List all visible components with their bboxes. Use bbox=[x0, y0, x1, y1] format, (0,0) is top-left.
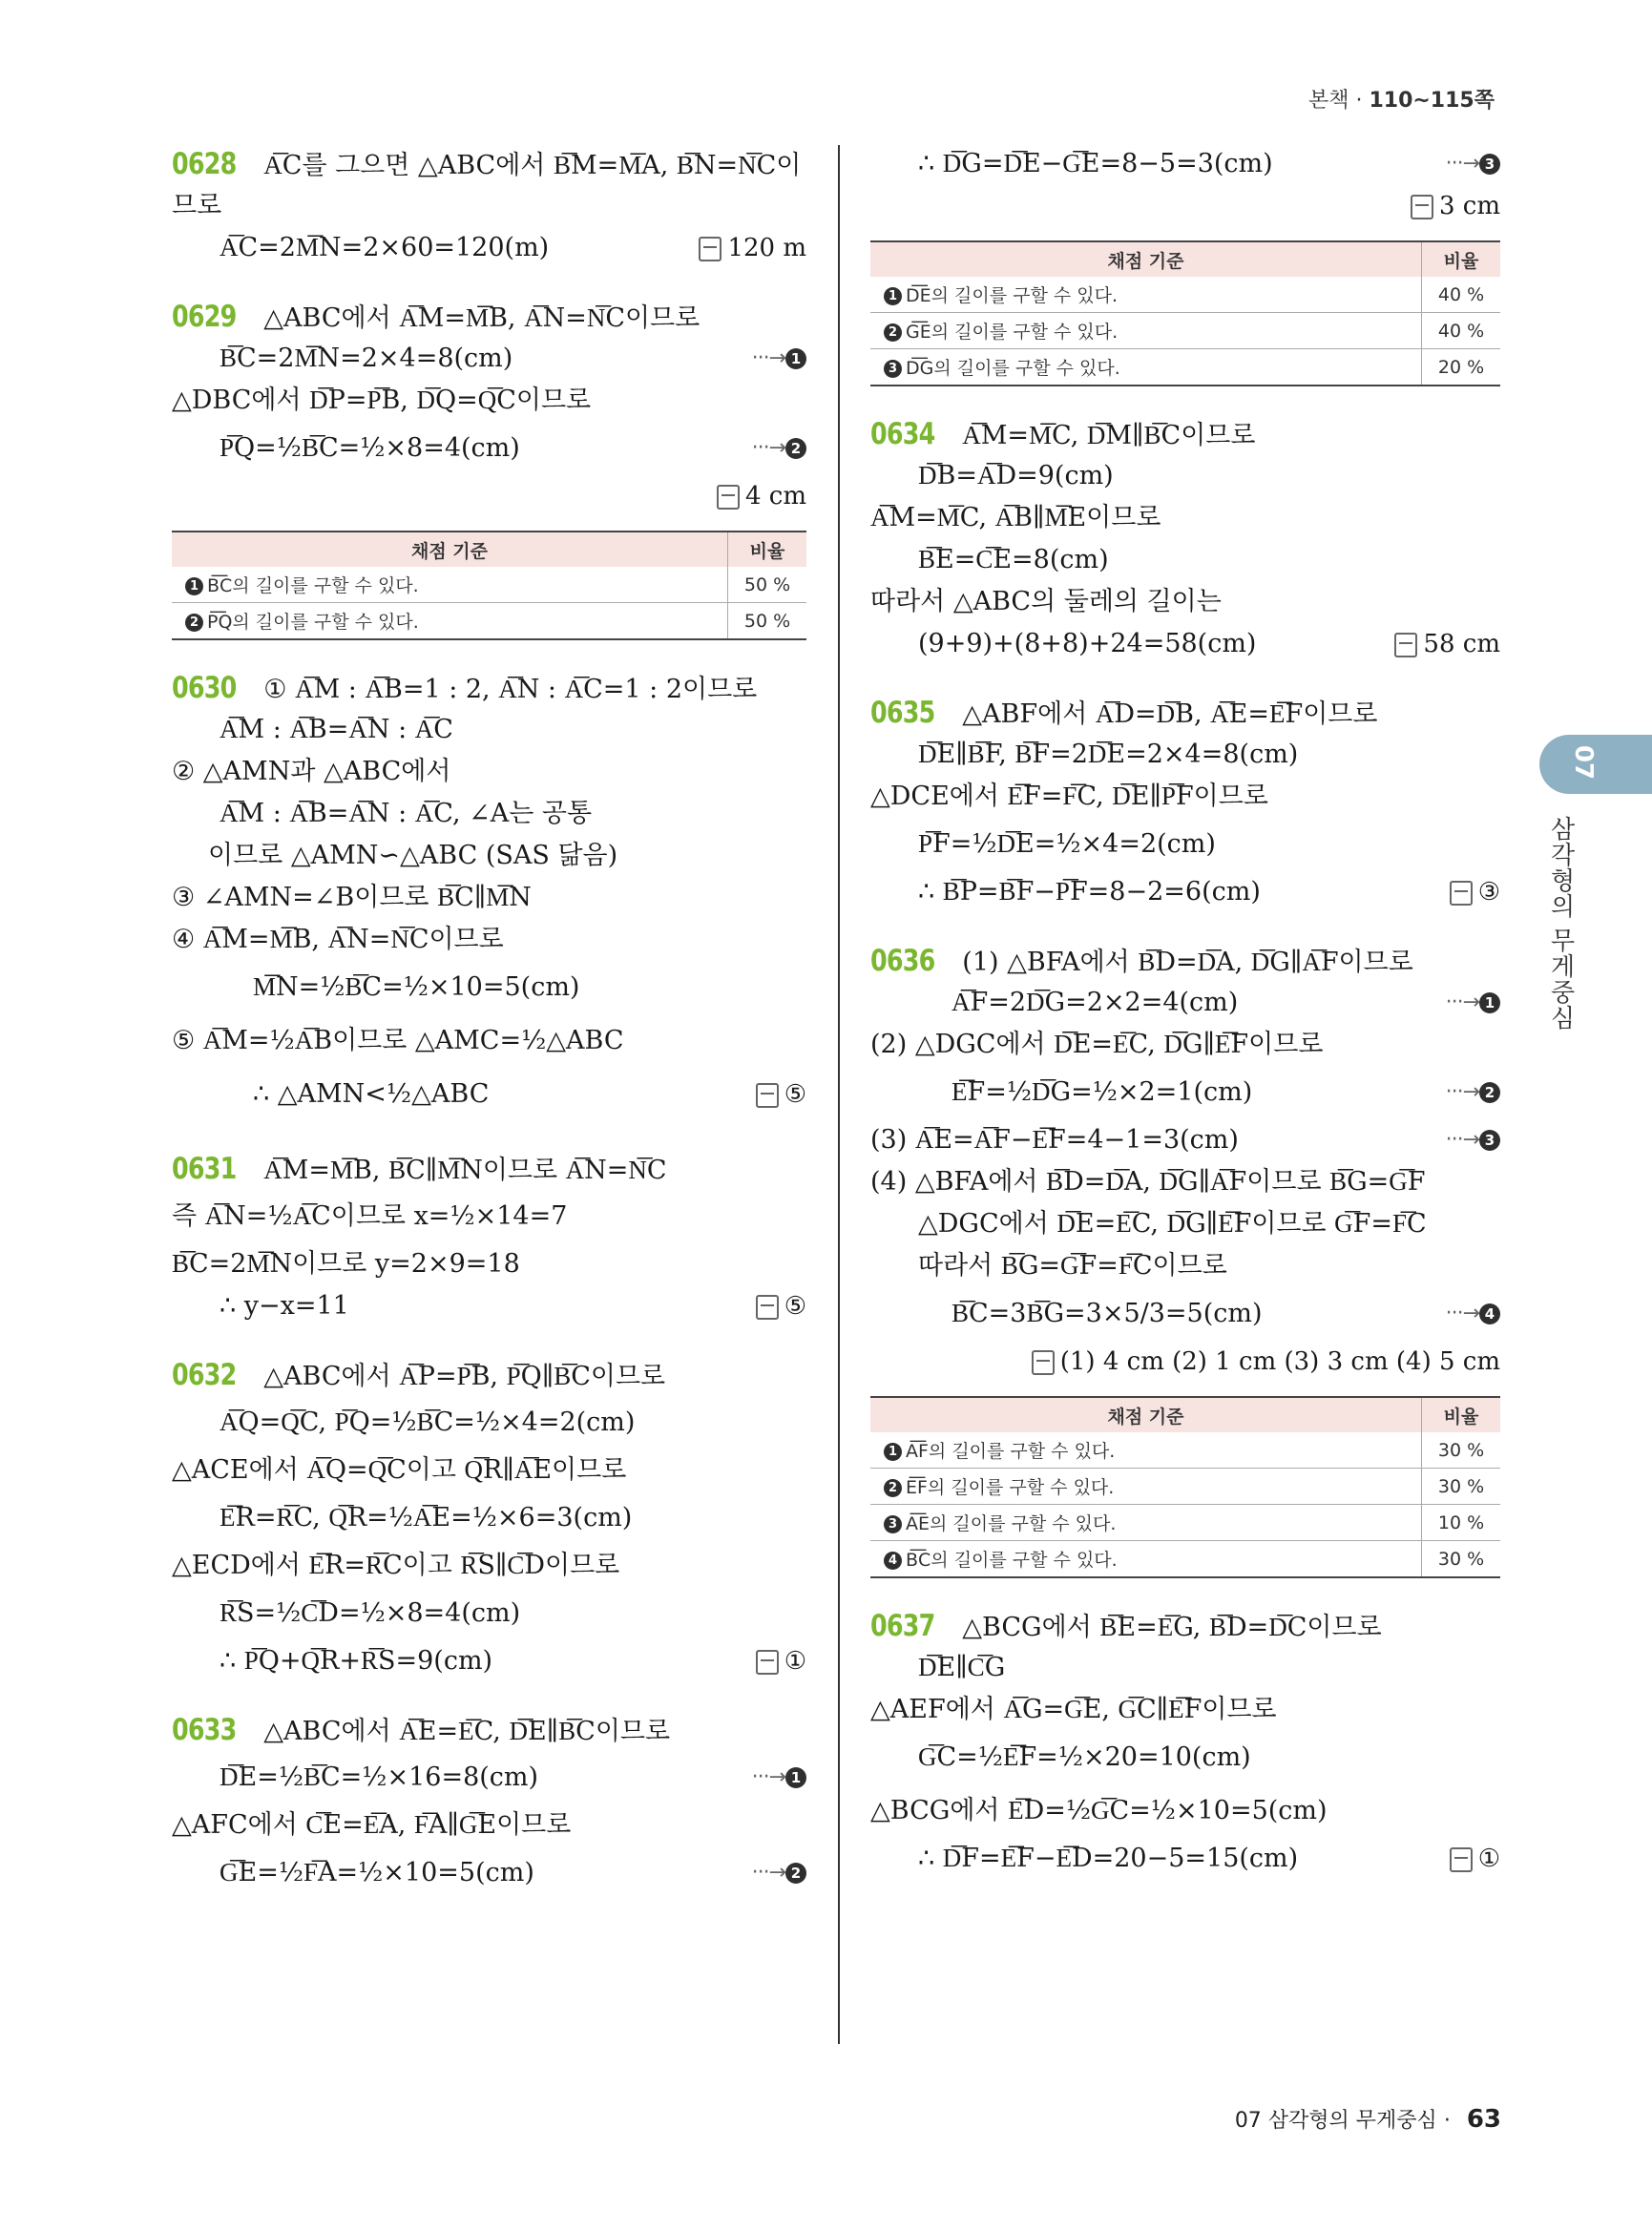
criteria-cell bbox=[870, 277, 1422, 313]
solution-line bbox=[870, 734, 1500, 776]
footer-title: 07 삼각형의 무게중심 bbox=[1234, 2109, 1437, 2133]
answer-icon bbox=[1032, 1350, 1055, 1375]
solution-line bbox=[870, 1024, 1500, 1066]
solution-0637 bbox=[870, 1605, 1500, 1880]
solution-line bbox=[172, 185, 806, 227]
arrow-icon: ···→ bbox=[751, 436, 785, 460]
solution-text: (3) A͞E=A͞F−E͞F=4−1=3(cm) bbox=[870, 1125, 1239, 1155]
step-marker bbox=[1446, 143, 1500, 185]
criteria-text: D͞G의 길이를 구할 수 있다. bbox=[906, 358, 1120, 379]
answer-icon bbox=[1450, 1847, 1473, 1872]
solution-text: △DGC에서 D͞E=E͞C, D͞G∥E͞F이므로 G͞F=F͞C bbox=[918, 1209, 1427, 1239]
solution-line bbox=[172, 1545, 806, 1587]
solution-line bbox=[172, 1148, 806, 1190]
solution-line bbox=[172, 1846, 806, 1900]
step-number: 1 bbox=[785, 348, 806, 369]
step-marker bbox=[1446, 1287, 1500, 1341]
answer-value: ① bbox=[784, 1647, 806, 1676]
solution-text: A͞M=M͞B, B͞C∥M͞N이므로 A͞N=N͞C bbox=[263, 1156, 667, 1185]
solution-text: △ABF에서 A͞D=D͞B, A͞E=E͞F이므로 bbox=[962, 699, 1378, 729]
solution-text: R͞S=½C͞D=½×8=4(cm) bbox=[220, 1598, 521, 1628]
solution-line bbox=[870, 692, 1500, 734]
solution-line bbox=[172, 338, 806, 380]
answer-icon bbox=[1394, 633, 1417, 657]
ratio-header: 비율 bbox=[1422, 1397, 1501, 1432]
solution-line bbox=[172, 143, 806, 185]
criteria-table-0636 bbox=[870, 1396, 1500, 1578]
solution-text: ① A͞M : A͞B=1 : 2, A͞N : A͞C=1 : 2이므로 bbox=[263, 675, 758, 704]
criteria-cell bbox=[870, 1505, 1422, 1541]
solution-line bbox=[172, 1014, 806, 1068]
answer bbox=[756, 1068, 806, 1121]
solution-line bbox=[172, 835, 806, 877]
answer bbox=[1450, 871, 1500, 913]
solution-line bbox=[172, 1190, 806, 1243]
answer-icon bbox=[1411, 195, 1433, 219]
grading-row bbox=[870, 1505, 1500, 1541]
solution-text: ③ ∠AMN=∠B이므로 B͞C∥M͞N bbox=[172, 883, 532, 912]
solution-text: △ABC에서 A͞E=E͞C, D͞E∥B͞C이므로 bbox=[263, 1717, 671, 1746]
grading-header-row bbox=[172, 532, 806, 567]
solution-line bbox=[172, 1285, 806, 1327]
step-number: 3 bbox=[1479, 1130, 1500, 1151]
solution-line bbox=[870, 1689, 1500, 1731]
ratio-cell: 10 % bbox=[1422, 1505, 1501, 1541]
criteria-cell bbox=[870, 1432, 1422, 1469]
criteria-text: E͞F의 길이를 구할 수 있다. bbox=[906, 1477, 1115, 1498]
step-number: 4 bbox=[884, 1552, 902, 1570]
step-number: 3 bbox=[1479, 154, 1500, 175]
answer-value: 120 m bbox=[727, 234, 806, 262]
step-marker bbox=[752, 422, 806, 475]
solution-line bbox=[870, 1203, 1500, 1245]
solution-line bbox=[172, 1640, 806, 1682]
step-number: 2 bbox=[884, 323, 902, 342]
solution-line bbox=[172, 227, 806, 269]
step-marker bbox=[752, 1846, 806, 1900]
answer bbox=[756, 1285, 806, 1327]
solution-line bbox=[870, 455, 1500, 497]
arrow-icon: ···→ bbox=[1445, 1128, 1479, 1152]
solution-text: A͞M=M͞C, D͞M∥B͞C이므로 bbox=[962, 421, 1256, 450]
step-number: 2 bbox=[785, 438, 806, 459]
solution-line bbox=[172, 1709, 806, 1751]
page-header bbox=[1308, 84, 1495, 114]
answer-icon bbox=[1450, 881, 1473, 906]
step-number: 3 bbox=[884, 360, 902, 378]
criteria-text: D͞E의 길이를 구할 수 있다. bbox=[906, 285, 1119, 306]
answer bbox=[717, 475, 806, 517]
criteria-text: A͞E의 길이를 구할 수 있다. bbox=[906, 1513, 1117, 1534]
solution-line bbox=[172, 1751, 806, 1804]
page-number: 63 bbox=[1466, 2105, 1501, 2134]
solution-text: ∴ D͞F=E͞F−E͞D=20−5=15(cm) bbox=[918, 1844, 1299, 1873]
solution-text: △ECD에서 E͞R=R͞C이고 R͞S∥C͞D이므로 bbox=[172, 1551, 620, 1580]
answer bbox=[699, 227, 806, 269]
solution-text: △BCG에서 E͞D=½G͞C=½×10=5(cm) bbox=[870, 1796, 1328, 1825]
solution-text: E͞F=½D͞G=½×2=1(cm) bbox=[951, 1077, 1253, 1107]
solution-line bbox=[870, 1605, 1500, 1647]
solution-line bbox=[870, 497, 1500, 539]
solution-line bbox=[870, 1647, 1500, 1689]
answer-icon bbox=[756, 1083, 779, 1108]
solutions-0628-0629 bbox=[172, 143, 806, 517]
criteria-text: A͞F의 길이를 구할 수 있다. bbox=[906, 1441, 1116, 1462]
arrow-icon: ···→ bbox=[751, 346, 785, 370]
solution-text: A͞Q=Q͞C, P͞Q=½B͞C=½×4=2(cm) bbox=[220, 1407, 636, 1437]
problem-number: 0636 bbox=[870, 944, 935, 978]
solution-text: A͞M : A͞B=A͞N : A͞C bbox=[220, 715, 453, 744]
criteria-cell bbox=[870, 313, 1422, 349]
solution-line bbox=[870, 1119, 1500, 1161]
answer bbox=[1032, 1341, 1500, 1383]
solution-text: ∴ △AMN<½△ABC bbox=[253, 1079, 490, 1109]
arrow-icon: ···→ bbox=[1445, 152, 1479, 176]
solution-text: △BCG에서 B͞E=E͞G, B͞D=D͞C이므로 bbox=[962, 1613, 1382, 1642]
problem-number: 0629 bbox=[172, 300, 237, 334]
step-marker bbox=[1446, 1119, 1500, 1161]
ratio-cell: 40 % bbox=[1422, 277, 1501, 313]
solution-text: ∴ B͞P=B͞F−P͞F=8−2=6(cm) bbox=[918, 877, 1261, 907]
grading-row bbox=[870, 1541, 1500, 1578]
solution-text: A͞C를 그으면 △ABC에서 B͞M=M͞A, B͞N=N͞C이 bbox=[263, 151, 802, 180]
answer-icon bbox=[756, 1650, 779, 1675]
answer-icon bbox=[699, 237, 721, 261]
solution-text: M͞N=½B͞C=½×10=5(cm) bbox=[253, 972, 580, 1002]
solution-text: △DCE에서 E͞F=F͞C, D͞E∥P͞F이므로 bbox=[870, 782, 1268, 811]
ratio-cell: 30 % bbox=[1422, 1541, 1501, 1578]
solution-line bbox=[172, 1449, 806, 1491]
solution-text: 이므로 △AMN∽△ABC (SAS 닮음) bbox=[208, 841, 618, 870]
problem-number: 0628 bbox=[172, 147, 237, 181]
answer bbox=[1411, 185, 1500, 227]
solution-line bbox=[870, 1245, 1500, 1287]
step-marker bbox=[1446, 982, 1500, 1024]
solution-line bbox=[172, 1804, 806, 1846]
grading-row bbox=[870, 1469, 1500, 1505]
header-pages: 110~115쪽 bbox=[1369, 89, 1495, 113]
criteria-table-0633 bbox=[870, 240, 1500, 386]
solution-text: D͞E=½B͞C=½×16=8(cm) bbox=[220, 1762, 539, 1792]
answer bbox=[756, 1640, 806, 1682]
arrow-icon: ···→ bbox=[751, 1861, 785, 1885]
answer-icon bbox=[717, 485, 740, 510]
solution-text: △ABC에서 A͞M=M͞B, A͞N=N͞C이므로 bbox=[263, 303, 701, 333]
step-marker bbox=[1446, 1066, 1500, 1119]
ratio-cell: 50 % bbox=[728, 603, 807, 640]
step-number: 2 bbox=[884, 1479, 902, 1497]
answer bbox=[1450, 1838, 1500, 1880]
column-divider bbox=[838, 145, 840, 2044]
right-column bbox=[870, 143, 1500, 1880]
step-number: 3 bbox=[884, 1515, 902, 1533]
ratio-cell: 30 % bbox=[1422, 1469, 1501, 1505]
grading-row bbox=[172, 603, 806, 640]
header-label: 본책 bbox=[1307, 89, 1349, 113]
step-number: 1 bbox=[1479, 992, 1500, 1013]
criteria-text: B͞C의 길이를 구할 수 있다. bbox=[906, 1550, 1118, 1571]
arrow-icon: ···→ bbox=[1445, 1302, 1479, 1325]
solution-text: B͞E=C͞E=8(cm) bbox=[918, 545, 1109, 574]
criteria-text: G͞E의 길이를 구할 수 있다. bbox=[906, 322, 1119, 343]
solution-line bbox=[172, 296, 806, 338]
criteria-text: B͞C의 길이를 구할 수 있다. bbox=[207, 575, 419, 596]
problem-number: 0633 bbox=[172, 1713, 237, 1747]
solution-text: D͞E∥B͞F, B͞F=2D͞E=2×4=8(cm) bbox=[918, 740, 1299, 769]
grading-table bbox=[870, 240, 1500, 386]
step-number: 2 bbox=[785, 1863, 806, 1884]
step-marker bbox=[752, 1751, 806, 1804]
solution-text: (4) △BFA에서 B͞D=D͞A, D͞G∥A͞F이므로 B͞G=G͞F bbox=[870, 1167, 1426, 1197]
grading-header-row bbox=[870, 1397, 1500, 1432]
solution-line bbox=[172, 1354, 806, 1396]
solution-line bbox=[870, 776, 1500, 818]
answer-icon bbox=[756, 1295, 779, 1320]
grading-row bbox=[870, 313, 1500, 349]
solution-line bbox=[870, 1066, 1500, 1119]
solution-line bbox=[870, 581, 1500, 623]
solution-line bbox=[172, 667, 806, 709]
arrow-icon: ···→ bbox=[1445, 1080, 1479, 1104]
solution-line bbox=[870, 623, 1500, 665]
solution-text: ∴ y−x=11 bbox=[220, 1291, 349, 1321]
chapter-number: 07 bbox=[1569, 744, 1599, 781]
ratio-header: 비율 bbox=[1422, 241, 1501, 277]
solution-line bbox=[172, 793, 806, 835]
step-number: 2 bbox=[1479, 1082, 1500, 1103]
ratio-cell: 30 % bbox=[1422, 1432, 1501, 1469]
solution-text: B͞C=3B͞G=3×5/3=5(cm) bbox=[951, 1299, 1263, 1328]
solution-text: A͞M : A͞B=A͞N : A͞C, ∠A는 공통 bbox=[220, 799, 593, 828]
chapter-side-title: 삼각형의 무게중심 bbox=[1546, 816, 1575, 1032]
solution-text: △ACE에서 A͞Q=Q͞C이고 Q͞R∥A͞E이므로 bbox=[172, 1455, 627, 1485]
solution-line bbox=[870, 185, 1500, 227]
step-number: 1 bbox=[185, 577, 203, 595]
solution-line bbox=[172, 709, 806, 751]
answer-value: ⑤ bbox=[784, 1292, 806, 1321]
grading-row bbox=[870, 1432, 1500, 1469]
step-marker bbox=[752, 338, 806, 380]
solution-0633-continued bbox=[870, 143, 1500, 227]
criteria-cell bbox=[172, 567, 728, 603]
solution-line bbox=[172, 1396, 806, 1449]
solution-line bbox=[870, 1731, 1500, 1784]
answer-value: ③ bbox=[1477, 878, 1500, 907]
solution-line bbox=[870, 871, 1500, 913]
solution-line bbox=[870, 539, 1500, 581]
answer bbox=[1394, 623, 1500, 665]
arrow-icon: ···→ bbox=[1445, 990, 1479, 1014]
chapter-tab bbox=[1539, 735, 1652, 794]
problem-number: 0632 bbox=[172, 1358, 237, 1392]
ratio-header: 비율 bbox=[728, 532, 807, 567]
criteria-cell bbox=[870, 349, 1422, 386]
grading-table bbox=[172, 531, 806, 640]
solution-line bbox=[172, 422, 806, 475]
solution-text: △AFC에서 C͞E=E͞A, F͞A∥G͞E이므로 bbox=[172, 1810, 572, 1840]
header-sep: · bbox=[1355, 89, 1363, 113]
solution-text: ∴ P͞Q+Q͞R+R͞S=9(cm) bbox=[220, 1646, 493, 1676]
solution-text: 따라서 △ABC의 둘레의 길이는 bbox=[870, 587, 1222, 616]
solution-text: (1) △BFA에서 B͞D=D͞A, D͞G∥A͞F이므로 bbox=[962, 948, 1413, 977]
solution-text: E͞R=R͞C, Q͞R=½A͞E=½×6=3(cm) bbox=[220, 1503, 633, 1533]
criteria-cell bbox=[172, 603, 728, 640]
footer-sep: · bbox=[1443, 2109, 1451, 2133]
solution-text: G͞C=½E͞F=½×20=10(cm) bbox=[918, 1742, 1251, 1772]
left-column bbox=[172, 143, 806, 1900]
solution-line bbox=[172, 877, 806, 919]
criteria-table-0629 bbox=[172, 531, 806, 640]
solution-line bbox=[172, 751, 806, 793]
solution-text: G͞E=½F͞A=½×10=5(cm) bbox=[220, 1858, 534, 1887]
solution-line bbox=[870, 143, 1500, 185]
solution-text: ② △AMN과 △ABC에서 bbox=[172, 757, 451, 786]
solution-text: P͞F=½D͞E=½×4=2(cm) bbox=[918, 829, 1216, 859]
solution-text: 므로 bbox=[172, 191, 222, 220]
solution-line bbox=[172, 380, 806, 422]
solution-text: (2) △DGC에서 D͞E=E͞C, D͞G∥E͞F이므로 bbox=[870, 1030, 1324, 1059]
problem-number: 0634 bbox=[870, 417, 935, 451]
grading-row bbox=[172, 567, 806, 603]
answer-value: 3 cm bbox=[1438, 192, 1500, 220]
ratio-cell: 40 % bbox=[1422, 313, 1501, 349]
solution-line bbox=[870, 1784, 1500, 1838]
step-number: 1 bbox=[884, 1443, 902, 1461]
solution-line bbox=[172, 475, 806, 517]
step-number: 1 bbox=[884, 287, 902, 305]
problem-number: 0637 bbox=[870, 1609, 935, 1643]
ratio-cell: 20 % bbox=[1422, 349, 1501, 386]
solution-line bbox=[870, 940, 1500, 982]
solution-line bbox=[172, 1491, 806, 1545]
solution-text: P͞Q=½B͞C=½×8=4(cm) bbox=[220, 433, 520, 463]
solution-text: B͞C=2M͞N=2×4=8(cm) bbox=[220, 344, 513, 373]
arrow-icon: ···→ bbox=[751, 1765, 785, 1789]
grading-row bbox=[870, 277, 1500, 313]
criteria-text: P͞Q의 길이를 구할 수 있다. bbox=[207, 612, 419, 633]
solution-line bbox=[172, 961, 806, 1014]
solution-text: 따라서 B͞G=G͞F=F͞C이므로 bbox=[918, 1251, 1227, 1281]
criteria-header: 채점 기준 bbox=[870, 241, 1422, 277]
solution-line bbox=[870, 1287, 1500, 1341]
grading-row bbox=[870, 349, 1500, 386]
solution-text: A͞C=2M͞N=2×60=120(m) bbox=[220, 233, 550, 262]
solution-text: ⑤ A͞M=½A͞B이므로 △AMC=½△ABC bbox=[172, 1026, 624, 1055]
solution-line bbox=[172, 1243, 806, 1285]
criteria-header: 채점 기준 bbox=[172, 532, 728, 567]
solution-text: △DBC에서 D͞P=P͞B, D͞Q=Q͞C이므로 bbox=[172, 386, 592, 415]
solutions-0630-0633 bbox=[172, 667, 806, 1900]
answer-value: 58 cm bbox=[1423, 630, 1500, 658]
solution-text: 즉 A͞N=½A͞C이므로 x=½×14=7 bbox=[172, 1201, 568, 1231]
solution-text: A͞M=M͞C, A͞B∥M͞E이므로 bbox=[870, 503, 1161, 532]
answer-value: ⑤ bbox=[784, 1080, 806, 1109]
solution-text: △AEF에서 A͞G=G͞E, G͞C∥E͞F이므로 bbox=[870, 1695, 1277, 1724]
grading-table bbox=[870, 1396, 1500, 1578]
solution-line bbox=[870, 413, 1500, 455]
solution-text: (9+9)+(8+8)+24=58(cm) bbox=[918, 629, 1257, 658]
solution-text: D͞E∥C͞G bbox=[918, 1653, 1006, 1682]
answer-value: 4 cm bbox=[744, 482, 806, 511]
solution-text: B͞C=2M͞N이므로 y=2×9=18 bbox=[172, 1249, 520, 1279]
solution-line bbox=[172, 1068, 806, 1121]
step-number: 1 bbox=[785, 1767, 806, 1788]
solution-text: ④ A͞M=M͞B, A͞N=N͞C이므로 bbox=[172, 925, 504, 954]
solution-line bbox=[870, 1838, 1500, 1880]
criteria-cell bbox=[870, 1469, 1422, 1505]
solution-line bbox=[172, 919, 806, 961]
problem-number: 0631 bbox=[172, 1152, 237, 1186]
solution-text: △ABC에서 A͞P=P͞B, P͞Q∥B͞C이므로 bbox=[263, 1362, 666, 1391]
solution-text: A͞F=2D͞G=2×2=4(cm) bbox=[951, 988, 1239, 1017]
step-number: 4 bbox=[1479, 1303, 1500, 1324]
solution-line bbox=[870, 982, 1500, 1024]
ratio-cell: 50 % bbox=[728, 567, 807, 603]
solution-line bbox=[172, 1587, 806, 1640]
solutions-0634-0636 bbox=[870, 413, 1500, 1383]
problem-number: 0630 bbox=[172, 671, 237, 705]
problem-number: 0635 bbox=[870, 696, 935, 730]
criteria-cell bbox=[870, 1541, 1422, 1578]
solution-text: ∴ D͞G=D͞E−G͞E=8−5=3(cm) bbox=[918, 149, 1273, 178]
step-number: 2 bbox=[185, 614, 203, 632]
solution-line bbox=[870, 1161, 1500, 1203]
solution-text: D͞B=A͞D=9(cm) bbox=[918, 461, 1114, 490]
solution-line bbox=[870, 818, 1500, 871]
grading-header-row bbox=[870, 241, 1500, 277]
answer-value: ① bbox=[1477, 1845, 1500, 1873]
page-footer bbox=[1235, 2104, 1501, 2134]
solution-line bbox=[870, 1341, 1500, 1383]
answer-value: (1) 4 cm (2) 1 cm (3) 3 cm (4) 5 cm bbox=[1059, 1347, 1500, 1376]
criteria-header: 채점 기준 bbox=[870, 1397, 1422, 1432]
